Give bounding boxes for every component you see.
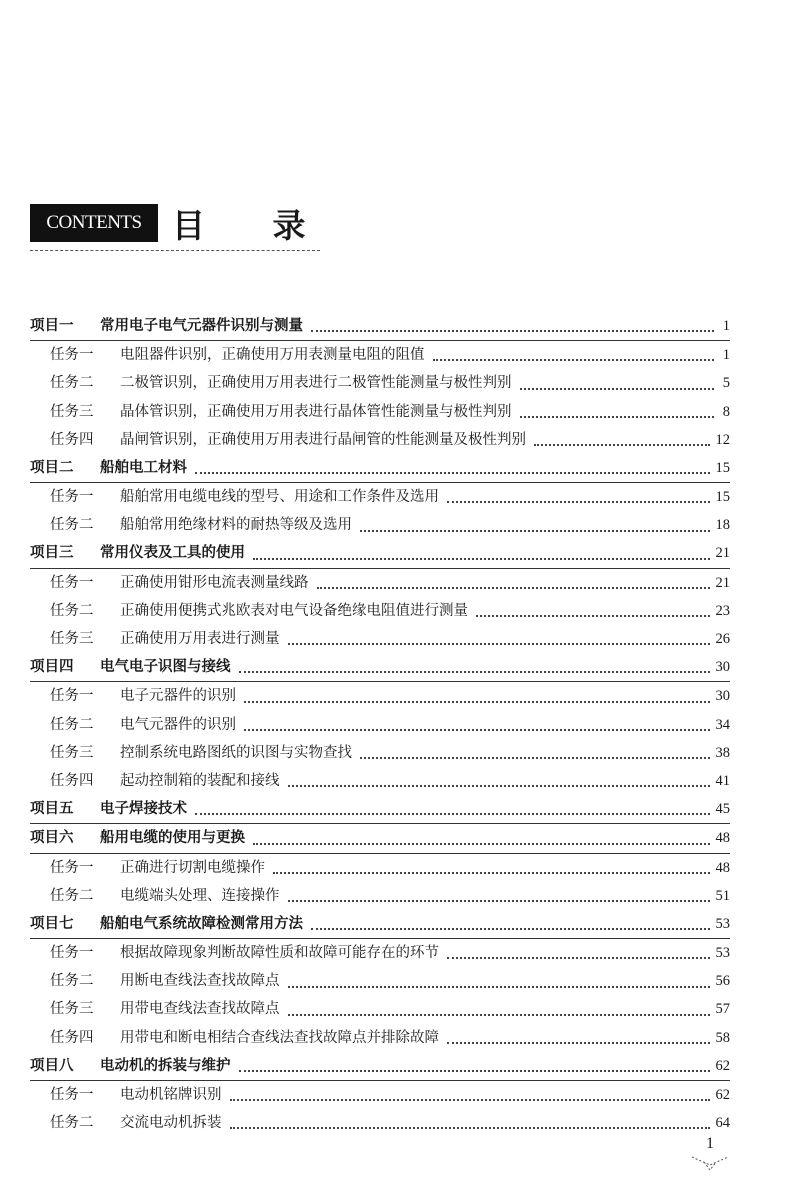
toc-task-entry[interactable] (30, 569, 730, 597)
dot-leader (195, 462, 710, 474)
toc-task-entry[interactable] (30, 682, 730, 710)
entry-label (50, 995, 280, 1023)
dot-leader (244, 719, 710, 731)
entry-label (50, 767, 280, 795)
entry-page-number: 21 (715, 545, 730, 562)
dot-leader (520, 406, 715, 418)
toc-task-entry[interactable] (30, 483, 730, 511)
dot-leader (273, 862, 710, 874)
entry-number: 任务三 (50, 631, 94, 648)
entry-title: 电缆端头处理、连接操作 (120, 887, 280, 904)
entry-page-number: 57 (715, 1001, 730, 1018)
entry-title: 正确使用万用表进行测量 (120, 631, 280, 648)
entry-title: 电气电子识图与接线 (100, 659, 231, 676)
entry-page-number: 48 (715, 830, 730, 847)
entry-number: 任务三 (50, 403, 94, 420)
entry-label (50, 569, 309, 597)
entry-title: 常用电子电气元器件识别与测量 (100, 317, 303, 334)
entry-number: 项目八 (30, 1057, 74, 1074)
entry-title: 船舶常用电缆电线的型号、用途和工作条件及选用 (120, 489, 439, 506)
entry-number: 项目七 (30, 915, 74, 932)
entry-label (30, 824, 245, 852)
toc-task-entry[interactable] (30, 625, 730, 653)
dot-leader (360, 520, 710, 532)
entry-label (50, 711, 236, 739)
toc-task-entry[interactable] (30, 854, 730, 882)
entry-title: 用断电查线法查找故障点 (120, 973, 280, 990)
dot-leader (239, 661, 710, 673)
entry-page-number: 1 (722, 317, 730, 334)
toc-project-entry[interactable] (30, 454, 730, 483)
entry-label (30, 1052, 231, 1080)
page-folio (690, 1135, 730, 1175)
entry-number: 任务四 (50, 431, 94, 448)
header-divider (30, 250, 320, 251)
entry-page-number: 30 (715, 659, 730, 676)
entry-page-number: 45 (715, 801, 730, 818)
entry-title: 二极管识别，正确使用万用表进行二极管性能测量与极性判别 (120, 375, 512, 392)
entry-label (30, 910, 303, 938)
entry-number: 任务二 (50, 716, 94, 733)
entry-label (50, 426, 526, 454)
entry-label (50, 398, 512, 426)
dot-leader (288, 890, 710, 902)
entry-label (50, 739, 352, 767)
entry-label (50, 625, 280, 653)
entry-number: 任务一 (50, 489, 94, 506)
entry-title: 常用仪表及工具的使用 (100, 545, 245, 562)
dot-leader (447, 1032, 710, 1044)
entry-number: 项目一 (30, 317, 74, 334)
entry-number: 任务二 (50, 887, 94, 904)
entry-number: 任务二 (50, 517, 94, 534)
entry-title: 晶闸管识别，正确使用万用表进行晶闸管的性能测量及极性判别 (120, 431, 526, 448)
entry-title: 根据故障现象判断故障性质和故障可能存在的环节 (120, 945, 439, 962)
toc-task-entry[interactable] (30, 739, 730, 767)
dot-leader (360, 747, 710, 759)
toc-task-entry[interactable] (30, 996, 730, 1024)
entry-page-number: 15 (715, 489, 730, 506)
entry-label (50, 939, 439, 967)
entry-page-number: 8 (722, 403, 730, 420)
toc-project-entry[interactable] (30, 910, 730, 939)
entry-page-number: 38 (715, 744, 730, 761)
entry-label (50, 854, 265, 882)
entry-label (50, 483, 439, 511)
dot-leader (253, 833, 710, 845)
entry-page-number: 18 (715, 517, 730, 534)
dot-leader (230, 1089, 710, 1101)
entry-title: 正确进行切割电缆操作 (120, 859, 265, 876)
entry-title: 电气元器件的识别 (120, 716, 236, 733)
toc-task-entry[interactable] (30, 1081, 730, 1109)
dot-leader (239, 1060, 710, 1072)
dot-leader (195, 803, 710, 815)
dot-leader (447, 947, 710, 959)
toc-task-entry[interactable] (30, 939, 730, 967)
entry-number: 任务一 (50, 859, 94, 876)
entry-page-number: 62 (715, 1057, 730, 1074)
entry-page-number: 48 (715, 859, 730, 876)
entry-number: 任务四 (50, 772, 94, 789)
toc-project-entry[interactable] (30, 795, 730, 824)
toc-task-entry[interactable] (30, 369, 730, 397)
dot-leader (447, 491, 710, 503)
page-title: 目 录 (172, 206, 334, 245)
entry-label (50, 1024, 439, 1052)
entry-page-number: 62 (715, 1087, 730, 1104)
toc-project-entry[interactable] (30, 653, 730, 682)
entry-label (30, 312, 303, 340)
entry-number: 任务二 (50, 602, 94, 619)
entry-label (50, 967, 280, 995)
entry-number: 项目五 (30, 801, 74, 818)
entry-label (50, 1081, 222, 1109)
dot-leader (317, 577, 710, 589)
dot-leader (288, 1004, 710, 1016)
dot-leader (520, 378, 715, 390)
entry-title: 船舶常用绝缘材料的耐热等级及选用 (120, 517, 352, 534)
toc-project-entry[interactable] (30, 540, 730, 569)
entry-number: 任务一 (50, 347, 94, 364)
entry-page-number: 26 (715, 631, 730, 648)
page-number: 1 (706, 1135, 714, 1152)
dot-leader (311, 918, 710, 930)
entry-page-number: 15 (715, 459, 730, 476)
entry-label (30, 653, 231, 681)
dot-leader (288, 976, 710, 988)
entry-title: 电动机的拆装与维护 (100, 1057, 231, 1074)
toc-task-entry[interactable] (30, 398, 730, 426)
entry-number: 任务一 (50, 1087, 94, 1104)
entry-page-number: 53 (715, 945, 730, 962)
entry-number: 任务三 (50, 1001, 94, 1018)
entry-title: 电阻器件识别，正确使用万用表测量电阻的阻值 (120, 347, 425, 364)
entry-label (50, 369, 512, 397)
toc-task-entry[interactable] (30, 426, 730, 454)
entry-number: 任务二 (50, 1115, 94, 1132)
entry-title: 交流电动机拆装 (120, 1115, 222, 1132)
entry-title: 用带电查线法查找故障点 (120, 1001, 280, 1018)
entry-page-number: 30 (715, 688, 730, 705)
entry-number: 任务二 (50, 375, 94, 392)
entry-title: 船舶电气系统故障检测常用方法 (100, 915, 303, 932)
entry-label (30, 539, 245, 567)
toc-task-entry[interactable] (30, 767, 730, 795)
entry-title: 起动控制箱的装配和接线 (120, 772, 280, 789)
entry-page-number: 23 (715, 602, 730, 619)
entry-number: 任务一 (50, 945, 94, 962)
entry-label (30, 454, 187, 482)
toc-project-entry[interactable] (30, 312, 730, 341)
toc-project-entry[interactable] (30, 824, 730, 853)
dot-leader (534, 434, 710, 446)
dot-leader (311, 320, 714, 332)
toc-task-entry[interactable] (30, 967, 730, 995)
entry-title: 电子焊接技术 (100, 801, 187, 818)
toc-project-entry[interactable] (30, 1052, 730, 1081)
entry-page-number: 58 (715, 1029, 730, 1046)
entry-page-number: 1 (722, 347, 730, 364)
entry-page-number: 5 (722, 375, 730, 392)
entry-page-number: 56 (715, 973, 730, 990)
toc-task-entry[interactable] (30, 1024, 730, 1052)
entry-label (50, 882, 280, 910)
toc-task-entry[interactable] (30, 1109, 730, 1137)
toc-task-entry[interactable] (30, 597, 730, 625)
entry-title: 船舶电工材料 (100, 459, 187, 476)
entry-page-number: 41 (715, 772, 730, 789)
entry-label (50, 511, 352, 539)
entry-title: 船用电缆的使用与更换 (100, 830, 245, 847)
entry-title: 电子元器件的识别 (120, 688, 236, 705)
entry-title: 控制系统电路图纸的识图与实物查找 (120, 744, 352, 761)
entry-page-number: 64 (715, 1115, 730, 1132)
dot-leader (476, 605, 710, 617)
entry-number: 项目二 (30, 459, 74, 476)
dot-leader (253, 548, 710, 560)
entry-number: 任务二 (50, 973, 94, 990)
entry-title: 正确使用钳形电流表测量线路 (120, 574, 309, 591)
entry-number: 项目六 (30, 830, 74, 847)
entry-label (50, 597, 468, 625)
dot-leader (288, 775, 710, 787)
entry-label (50, 341, 425, 369)
toc-task-entry[interactable] (30, 511, 730, 539)
entry-page-number: 51 (715, 887, 730, 904)
entry-title: 正确使用便携式兆欧表对电气设备绝缘电阻值进行测量 (120, 602, 468, 619)
entry-label (30, 795, 187, 823)
entry-number: 项目三 (30, 545, 74, 562)
toc-task-entry[interactable] (30, 341, 730, 369)
entry-page-number: 53 (715, 915, 730, 932)
toc-task-entry[interactable] (30, 711, 730, 739)
contents-badge: CONTENTS (30, 204, 158, 242)
entry-page-number: 12 (715, 431, 730, 448)
dot-leader (244, 691, 710, 703)
dot-leader (288, 633, 710, 645)
entry-label (50, 1109, 222, 1137)
entry-number: 任务四 (50, 1029, 94, 1046)
entry-page-number: 34 (715, 716, 730, 733)
dot-leader (230, 1117, 710, 1129)
entry-title: 用带电和断电相结合查线法查找故障点并排除故障 (120, 1029, 439, 1046)
entry-label (50, 682, 236, 710)
entry-number: 任务一 (50, 574, 94, 591)
entry-title: 晶体管识别，正确使用万用表进行晶体管性能测量与极性判别 (120, 403, 512, 420)
entry-title: 电动机铭牌识别 (120, 1087, 222, 1104)
toc-task-entry[interactable] (30, 882, 730, 910)
entry-number: 任务三 (50, 744, 94, 761)
entry-number: 任务一 (50, 688, 94, 705)
dot-leader (433, 349, 715, 361)
entry-number: 项目四 (30, 659, 74, 676)
entry-page-number: 21 (715, 574, 730, 591)
table-of-contents (30, 312, 730, 1137)
